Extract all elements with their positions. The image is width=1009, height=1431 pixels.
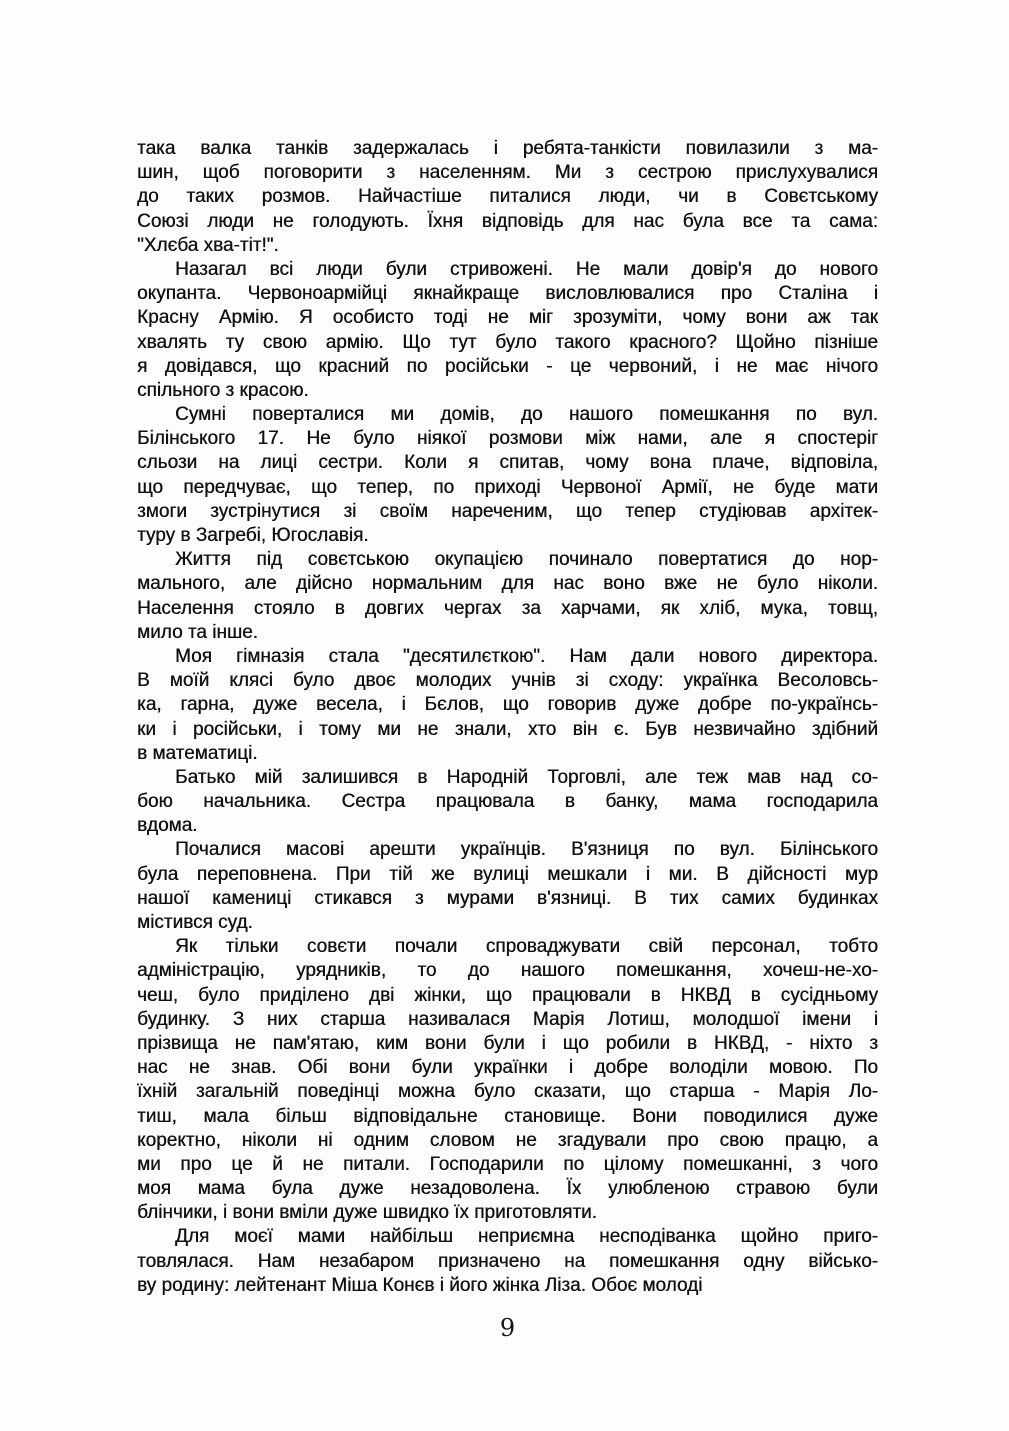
text-line: ми про це й не питали. Господарили по цілому помешканні, з чого [137, 1153, 878, 1175]
text-line: в математиці. [137, 742, 258, 764]
paragraph [137, 258, 878, 403]
text-line: Моя гімназія стала "десятилєткою". Нам дали нового директора. [175, 645, 878, 667]
text-line: товлялася. Нам незабаром призначено на помешкання одну військо- [137, 1250, 878, 1272]
text-line: окупанта. Червоноармійці якнайкраще висловлювалися про Сталіна і [137, 283, 878, 305]
text-line: що передчуває, що тепер, по приході Червоної Армії, не буде мати [137, 476, 878, 498]
text-line: бою начальника. Сестра працювала в банку, мама господарила [137, 791, 878, 813]
text-line: їхній загальній поведінці можна було сказати, що старша - Марія Ло- [137, 1081, 878, 1103]
text-line: "Хлєба хва-тіт!". [137, 234, 279, 256]
text-line: ву родину: лейтенант Міша Конєв і його жінка Ліза. Обоє молоді [137, 1274, 703, 1296]
text-line: Сумні поверталися ми домів, до нашого помешкання по вул. [175, 404, 878, 426]
text-line: тиш, мала більш відповідальне становище. Вони поводилися дуже [137, 1105, 878, 1127]
text-line: сльози на лиці сестри. Коли я спитав, чому вона плаче, відповіла, [137, 452, 878, 474]
text-line: хвалять ту свою армію. Що тут було такого красного? Щойно пізніше [137, 331, 878, 353]
text-line: Почалися масові арешти українців. В'язниця по вул. Білінського [175, 839, 878, 861]
page-number: 9 [499, 1314, 516, 1342]
text-line: Красну Армію. Я особисто тоді не міг зрозуміти, чому вони аж так [137, 307, 878, 329]
text-line: чеш, було приділено дві жінки, що працювали в НКВД в сусідньому [137, 984, 878, 1006]
paragraph [137, 403, 878, 548]
text-line: блінчики, і вони вміли дуже швидко їх приготовляти. [137, 1202, 597, 1224]
text-line: Назагал всі люди були стривожені. Не мали довір'я до нового [175, 258, 878, 280]
text-line: шин, щоб поговорити з населенням. Ми з сестрою прислухувалися [137, 162, 878, 184]
text-line: В моїй клясі було двоє молодих учнів зі сходу: українка Весоловсь- [137, 670, 878, 692]
text-line: ки і російськи, і тому ми не знали, хто він є. Був незвичайно здібний [137, 718, 878, 740]
text-line: мального, але дійсно нормальним для нас воно вже не було ніколи. [137, 573, 878, 595]
text-line: я довідався, що красний по російськи - це червоний, і не має нічого [137, 355, 878, 377]
text-line: Батько мій залишився в Народній Торговлі, але теж мав над со- [175, 766, 878, 788]
text-line: прізвища не пам'ятаю, ким вони були і що робили в НКВД, - ніхто з [137, 1032, 878, 1054]
text-line: ка, гарна, дуже весела, і Бєлов, що говорив дуже добре по-українсь- [137, 694, 878, 716]
text-block [137, 137, 878, 1298]
text-line: була переповнена. При тій же вулиці мешкали і ми. В дійсності мур [137, 863, 878, 885]
text-line: Союзі люди не голодують. Їхня відповідь для нас була все та сама: [137, 210, 878, 232]
paragraph [137, 137, 878, 258]
text-line: Білінського 17. Не було ніякої розмови між нами, але я спостеріг [137, 428, 878, 450]
text-line: така валка танків задержалась і ребята-танкісти повилазили з ма- [137, 138, 878, 159]
text-line: моя мама була дуже незадоволена. Їх улюбленою стравою були [137, 1178, 878, 1200]
text-line: вдома. [137, 815, 198, 837]
text-line: туру в Загребі, Югославія. [137, 525, 369, 546]
text-line: мило та інше. [137, 621, 258, 643]
text-line: спільного з красою. [137, 379, 309, 401]
text-line: будинку. З них старша називалася Марія Лотиш, молодшої імени і [137, 1008, 878, 1030]
text-line: коректно, ніколи ні одним словом не згадували про свою працю, а [137, 1129, 878, 1151]
text-line: містився суд. [137, 912, 253, 933]
paragraph [137, 1225, 878, 1298]
text-line: адміністрацію, урядників, то до нашого помешкання, хочеш-не-хо- [137, 960, 878, 982]
paragraph [137, 935, 878, 1225]
text-line: змоги зустрінутися зі своїм нареченим, що тепер студіював архітек- [137, 500, 878, 522]
text-line: Життя під совєтською окупацією починало повертатися до нор- [175, 549, 878, 571]
paragraph [137, 548, 878, 645]
text-line: нашої камениці стикався з мурами в'язниці. В тих самих будинках [137, 887, 878, 909]
text-line: до таких розмов. Найчастіше питалися люди, чи в Совєтському [137, 186, 878, 208]
text-line: нас не знав. Обі вони були українки і добре володіли мовою. По [137, 1057, 878, 1079]
text-line: Населення стояло в довгих чергах за харчами, як хліб, мука, товщ, [137, 597, 878, 619]
text-line: Як тільки совєти почали спроваджувати свій персонал, тобто [175, 936, 878, 958]
paragraph [137, 645, 878, 766]
paragraph [137, 838, 878, 935]
paragraph [137, 766, 878, 839]
text-line: Для моєї мами найбільш неприємна несподіванка щойно приго- [175, 1226, 878, 1248]
